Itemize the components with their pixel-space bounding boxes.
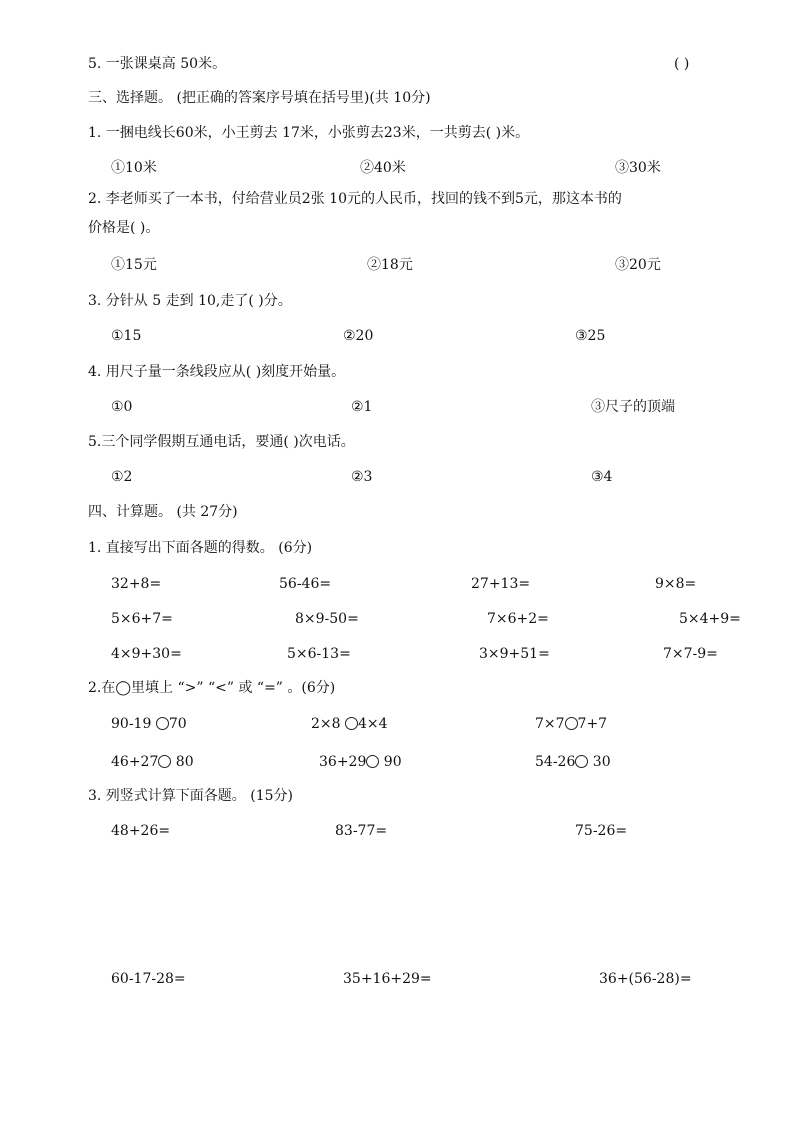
compare-row-1: [0, 715, 793, 733]
circle-blank-icon[interactable]: [575, 755, 588, 768]
option-3: ③25: [575, 328, 606, 344]
calc-item: 7×6+2=: [487, 611, 549, 627]
choice-options-5: [0, 468, 793, 486]
option-3: ③20元: [615, 257, 661, 273]
calc-item: 7×7-9=: [663, 646, 718, 662]
section-3-title: 三、选择题。 (把正确的答案序号填在括号里)(共 10分): [88, 90, 431, 106]
compare-row-2: [0, 753, 793, 771]
calc-item: 27+13=: [471, 576, 531, 592]
option-2: ②40米: [360, 160, 406, 176]
choice-options-2: [0, 256, 793, 274]
section-4-title: 四、计算题。 (共 27分): [88, 504, 238, 520]
vertical-calc-row-1: [0, 822, 793, 840]
calc-part-1-title: 1. 直接写出下面各题的得数。 (6分): [88, 540, 313, 556]
calc-item: 9×8=: [655, 576, 697, 592]
calc-item: 36+(56-28)=: [599, 971, 692, 987]
option-1: ①15元: [111, 257, 157, 273]
choice-question-2-line1: 2. 李老师买了一本书，付给营业员2张 10元的人民币，找回的钱不到5元，那这本书的: [88, 191, 622, 207]
calc-row-1: [0, 575, 793, 593]
calc-item: 5×6+7=: [111, 611, 173, 627]
circle-blank-icon[interactable]: [565, 717, 578, 730]
option-2: ②1: [351, 399, 373, 415]
choice-question-1: 1. 一捆电线长60米，小王剪去 17米，小张剪去23米，一共剪去( )米。: [88, 125, 530, 141]
choice-question-5: 5.三个同学假期互通电话，要通( )次电话。: [88, 434, 355, 450]
choice-options-4: [0, 398, 793, 416]
choice-question-4: 4. 用尺子量一条线段应从( )刻度开始量。: [88, 364, 346, 380]
circle-blank-icon[interactable]: [156, 717, 169, 730]
vertical-calc-row-2: [0, 970, 793, 988]
choice-question-3: 3. 分针从 5 走到 10,走了( )分。: [88, 293, 292, 309]
answer-bracket: ( ): [674, 56, 690, 72]
option-2: ②3: [351, 469, 373, 485]
calc-item: 3×9+51=: [479, 646, 550, 662]
calc-part-2-title: 2.在◯里填上 “>” “<” 或 “=” 。(6分): [88, 680, 336, 696]
circle-blank-icon[interactable]: [345, 717, 358, 730]
compare-item: 90-19 70: [111, 716, 187, 732]
calc-item: 48+26=: [111, 823, 171, 839]
choice-options-3: [0, 327, 793, 345]
compare-item: 36+29 90: [319, 754, 402, 770]
option-2: ②18元: [367, 257, 413, 273]
circle-blank-icon[interactable]: [158, 755, 171, 768]
calc-item: 5×6-13=: [287, 646, 351, 662]
calc-item: 32+8=: [111, 576, 162, 592]
option-1: ①0: [111, 399, 133, 415]
compare-item: 2×8 4×4: [311, 716, 388, 732]
option-1: ①15: [111, 328, 142, 344]
calc-item: 5×4+9=: [679, 611, 741, 627]
option-3: ③尺子的顶端: [591, 399, 675, 415]
calc-row-2: [0, 610, 793, 628]
option-1: ①2: [111, 469, 133, 485]
calc-item: 75-26=: [575, 823, 628, 839]
compare-item: 7×7 7+7: [535, 716, 608, 732]
compare-item: 46+27 80: [111, 754, 194, 770]
calc-item: 35+16+29=: [343, 971, 432, 987]
circle-blank-icon[interactable]: [366, 755, 379, 768]
calc-part-3-title: 3. 列竖式计算下面各题。 (15分): [88, 788, 293, 804]
judge-question-5: 5. 一张课桌高 50米。: [88, 56, 227, 72]
calc-item: 8×9-50=: [295, 611, 359, 627]
option-1: ①10米: [111, 160, 157, 176]
option-2: ②20: [343, 328, 374, 344]
calc-row-3: [0, 645, 793, 663]
calc-item: 60-17-28=: [111, 971, 186, 987]
calc-item: 83-77=: [335, 823, 388, 839]
choice-options-1: [0, 159, 793, 177]
compare-item: 54-26 30: [535, 754, 611, 770]
choice-question-2-line2: 价格是( )。: [88, 220, 160, 236]
calc-item: 4×9+30=: [111, 646, 182, 662]
option-3: ③4: [591, 469, 613, 485]
option-3: ③30米: [615, 160, 661, 176]
calc-item: 56-46=: [279, 576, 332, 592]
